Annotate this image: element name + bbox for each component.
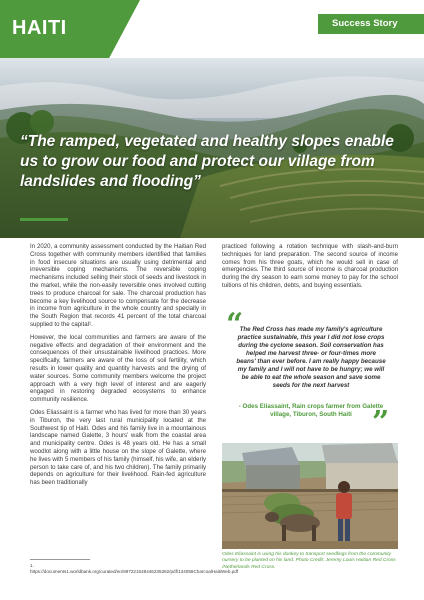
- hero-divider: [20, 218, 68, 221]
- body-right-column: [222, 243, 398, 295]
- hero-quote: “The ramped, vegetated and healthy slopes enable us to grow our food and protect our village from landslides and flooding”: [20, 133, 394, 190]
- page-header: [0, 0, 424, 58]
- photo-caption: Odes Eliassaint is using his donkey to transport seedlings from the community nursery to be planted on his land. Photo Credit: Jeremy Louis Haitian Red Cross /Netherlands Red Cross.: [222, 552, 396, 570]
- pull-quote: The Red Cross has made my family's agriculture practice sustainable, this year I did not lose crops during the cyclone season. Soil conservation has helped me harvest three- or four-times more beans' than ever before. I am really happy because my family and I will not have to be hungry; we will be able to eat the whole season and save some seeds for the next harvest: [236, 326, 386, 389]
- paragraph-assessment: In 2020, a community assessment conducted by the Haitian Red Cross together with community members identified that families in food insecure situations are usually using detrimental and irreversible coping mechanisms. The reversible coping mechanisms included selling their stock of seeds and livestock in the market, while the non-easily reversible ones involved cutting trees to produce charcoal for sale. The charcoal production has become a key livelihood source to compensate for the decrease in income from agriculture in the whole country and specially in the South Region that records 41 percent of the total charcoal supplied to the capital¹.: [30, 243, 206, 328]
- paragraph-awareness: However, the local communities and farmers are aware of the negative effects and degradation of their environment and the consequences of their unsustainable livelihood practices. More specifically, farmers are aware of the loss of soil fertility, which results in lower quality and quantity harvests and the drying of water sources. Some community members welcome the project approach with a very high level of interest and are eagerly engaged in restoring degraded ecosystems to enhance community resilience.: [30, 333, 206, 404]
- farmer-donkey-illustration: [222, 443, 398, 549]
- success-story-badge: Success Story: [318, 14, 424, 34]
- body-left-column: [30, 243, 206, 492]
- open-quote-icon: “: [226, 307, 244, 342]
- hero-image: [0, 58, 424, 238]
- close-quote-icon: ”: [372, 405, 390, 440]
- country-title: HAITI: [12, 17, 67, 39]
- paragraph-income: practiced following a rotation technique with slash-and-burn techniques for land preparation. The second source of income comes from his three goats, which he would sell in case of emergencies. The third source of income is charcoal production during the dry season to earn some money to pay for the school tuitions of his children, debts, and buying essentials.: [222, 243, 398, 289]
- farmer-photo: [222, 443, 398, 549]
- footnote: 1. https://documents1.worldbank.org/curated/en/897221548446235362/pdf/134058CharcoalHaitiWeb.pdf: [30, 563, 239, 574]
- pull-quote-attribution: - Odes Eliassaint, Rain crops farmer from Galette village, Tiburon, South Haiti: [238, 403, 384, 418]
- footnote-divider: [30, 559, 90, 560]
- paragraph-odes: Odes Eliassaint is a farmer who has lived for more than 30 years in Tiburon, the very last rural municipality located at the Southwest tip of Haiti. Odes and his family live in a mountainous landscape named Galette, 3 hours' walk from the coastal area and municipality centre. Odes is 48 years old. He has a small woodlot along with a little house on the slope of Galette, where he lives with 5 members of his family (himself, his wife, an elderly person to take care of, and his two children). The family primarily depends on agriculture for their livelihood. Rain-fed agriculture has been traditionally: [30, 408, 206, 487]
